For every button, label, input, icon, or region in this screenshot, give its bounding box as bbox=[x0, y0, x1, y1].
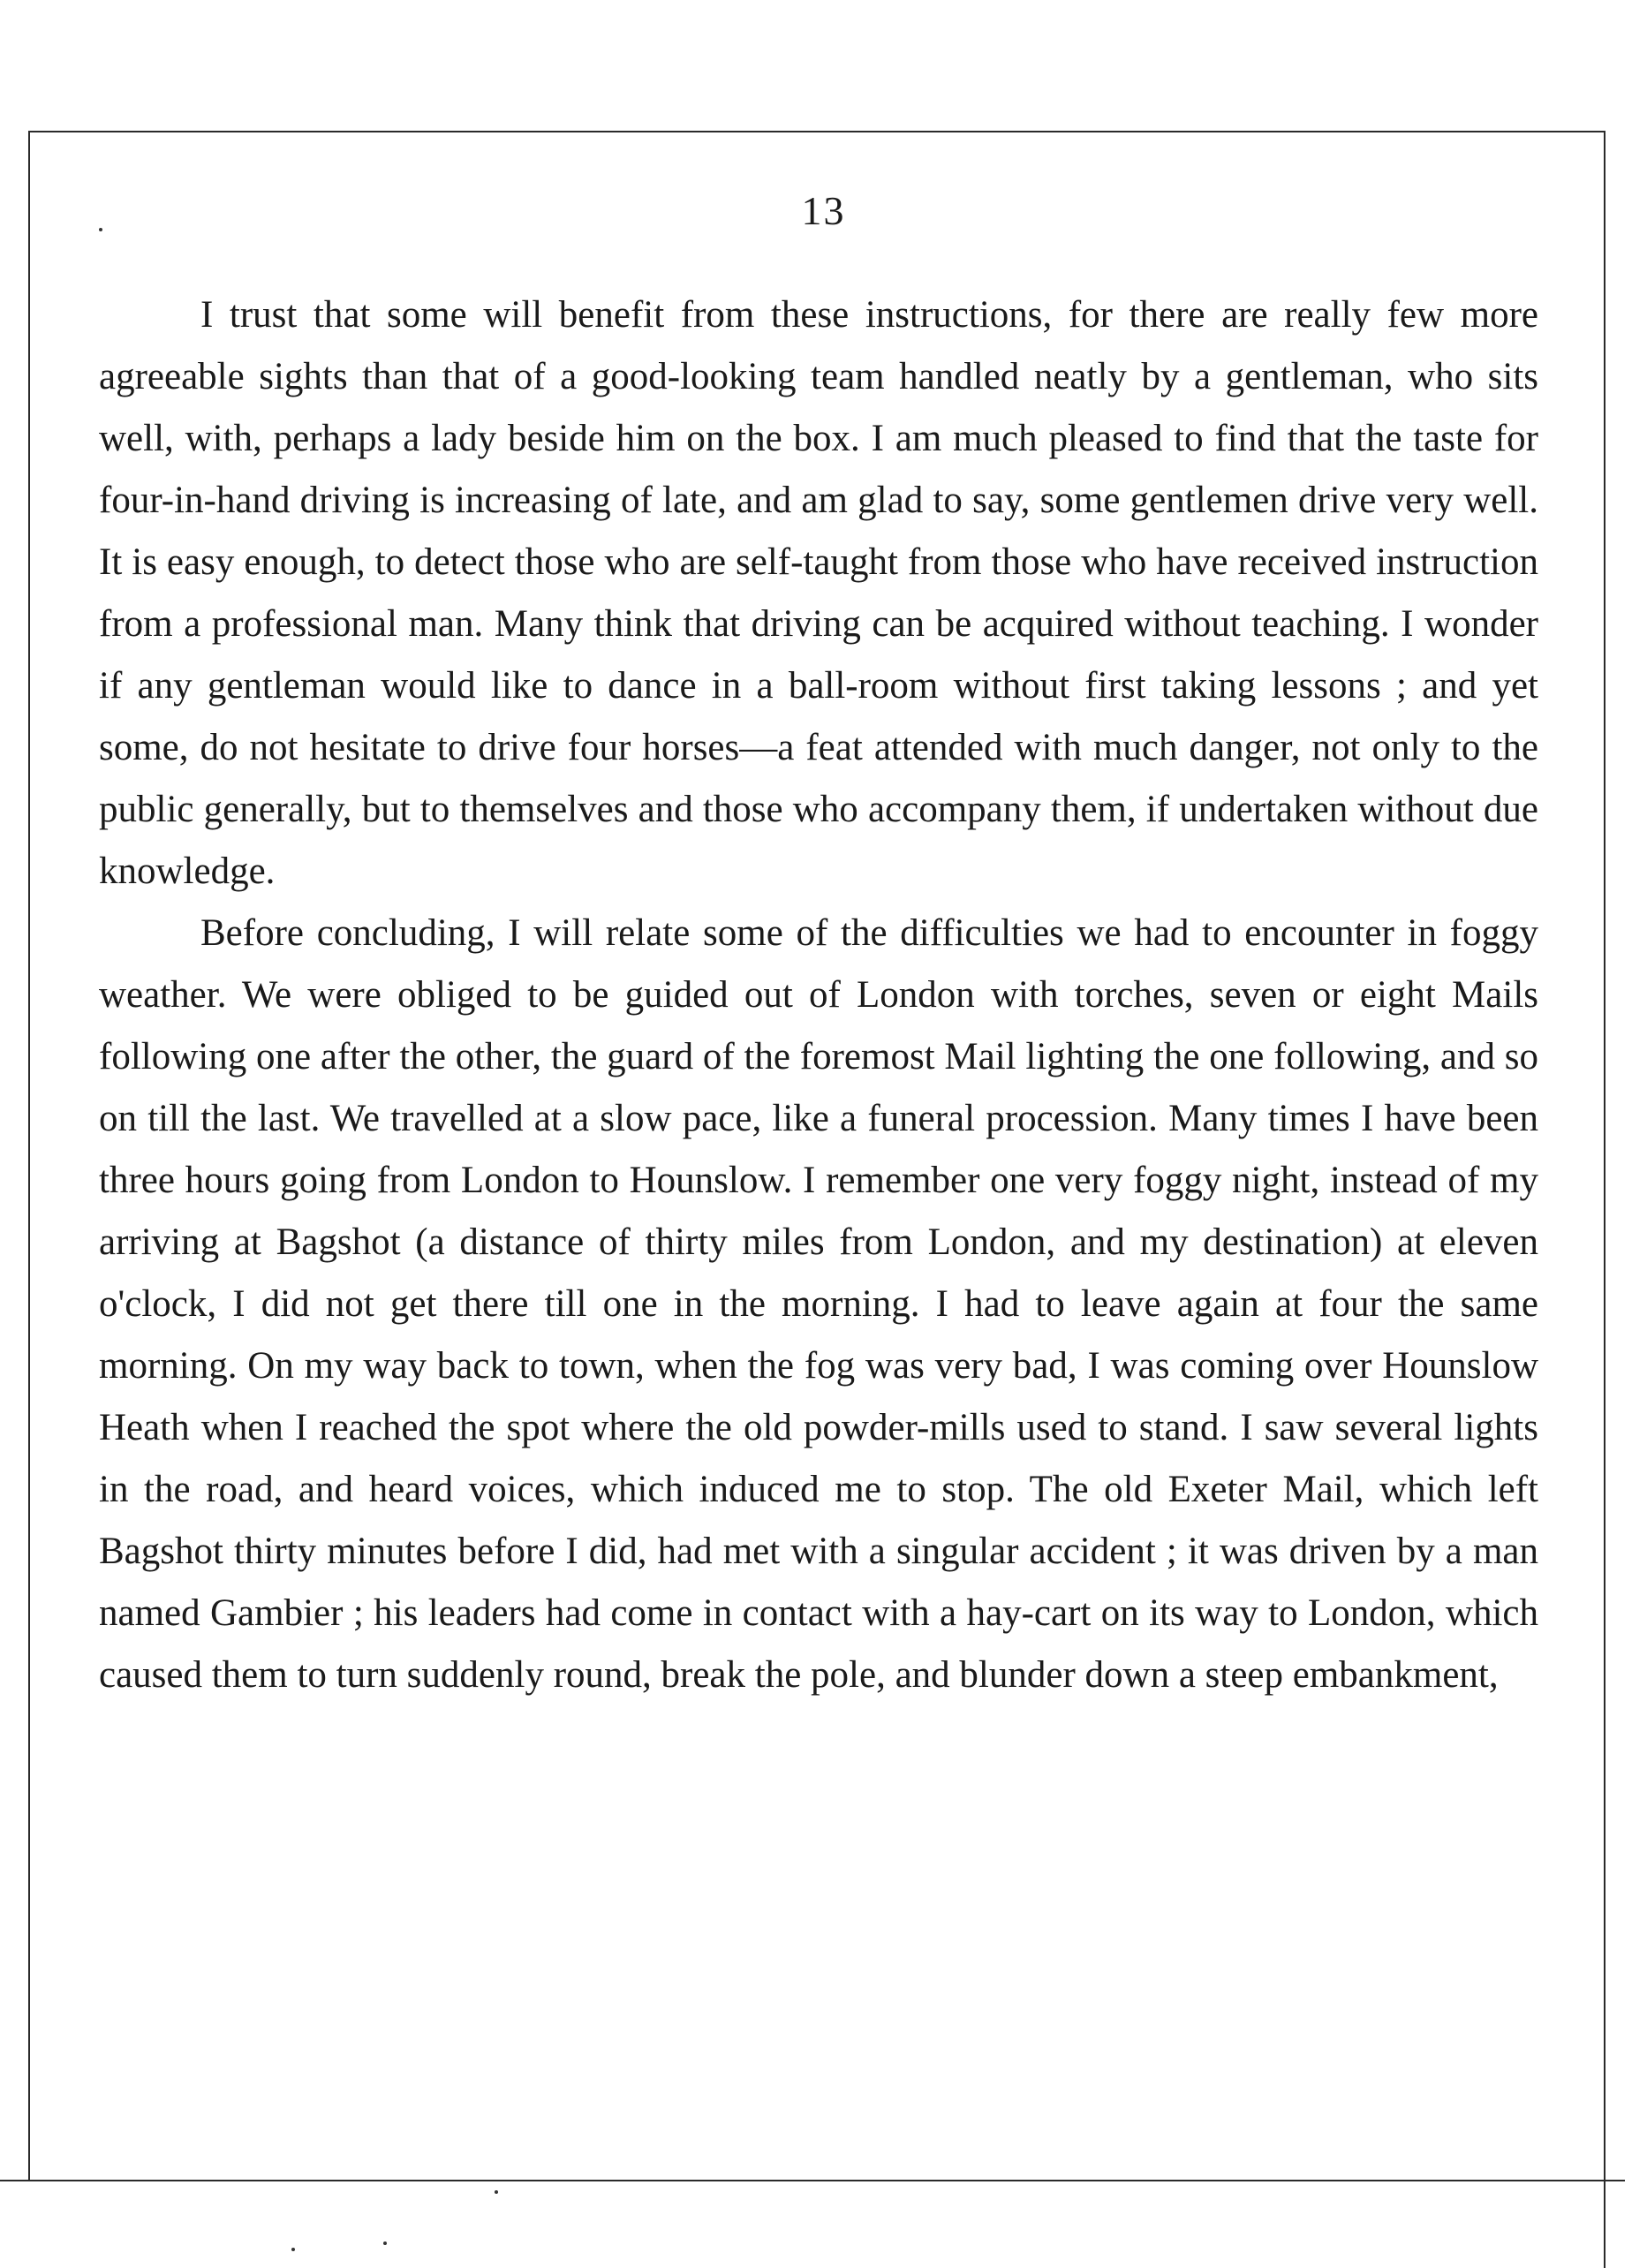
paragraph: Before concluding, I will relate some of the difficulties we had to encounter in foggy weather. We were obliged to be guided out of London with torches, seven or eight Mails following one after the other, the guard of the foremost Mail lighting the one following, and so on till the last. We travelled at a slow pace, like a funeral procession. Many times I have been three hours going from London to Hounslow. I remember one very foggy night, instead of my arriving at Bagshot (a distance of thirty miles from London, and my destination) at eleven o'clock, I did not get there till one in the morning. I had to leave again at four the same morning. On my way back to town, when the fog was very bad, I was coming over Hounslow Heath when I reached the spot where the old powder-mills used to stand. I saw several lights in the road, and heard voices, which induced me to stop. The old Exeter Mail, which left Bagshot thirty minutes before I did, had met with a singular accident ; it was driven by a man named Gambier ; his leaders had come in contact with a hay-cart on its way to London, which caused them to turn suddenly round, break the pole, and blunder down a steep embankment, bbox=[99, 912, 1538, 1696]
ink-speck bbox=[383, 2242, 387, 2245]
ink-speck bbox=[495, 2190, 498, 2194]
ink-speck bbox=[291, 2248, 295, 2251]
paragraph: I trust that some will benefit from these instructions, for there are really few more agreeable sights than that of a good-looking team handled neatly by a gentleman, who sits well, with, perhaps a lady beside him on the box. I am much pleased to find that the taste for four-in-hand driving is increasing of late, and am glad to say, some gentlemen drive very well. It is easy enough, to detect those who are self-taught from those who have received instruction from a professional man. Many think that driving can be acquired without teaching. I wonder if any gentleman would like to dance in a ball-room without first taking lessons ; and yet some, do not hesitate to drive four horses—a feat attended with much danger, not only to the public generally, but to themselves and those who accompany them, if undertaken without due knowledge. bbox=[99, 294, 1538, 892]
body-text bbox=[99, 284, 1538, 1706]
page-frame-right-rule bbox=[1604, 131, 1605, 2268]
page-frame-top-rule bbox=[28, 131, 1605, 132]
page-frame-bottom-rule bbox=[0, 2180, 1625, 2181]
page-frame-left-rule bbox=[28, 131, 30, 2180]
page-number: 13 bbox=[801, 188, 846, 233]
